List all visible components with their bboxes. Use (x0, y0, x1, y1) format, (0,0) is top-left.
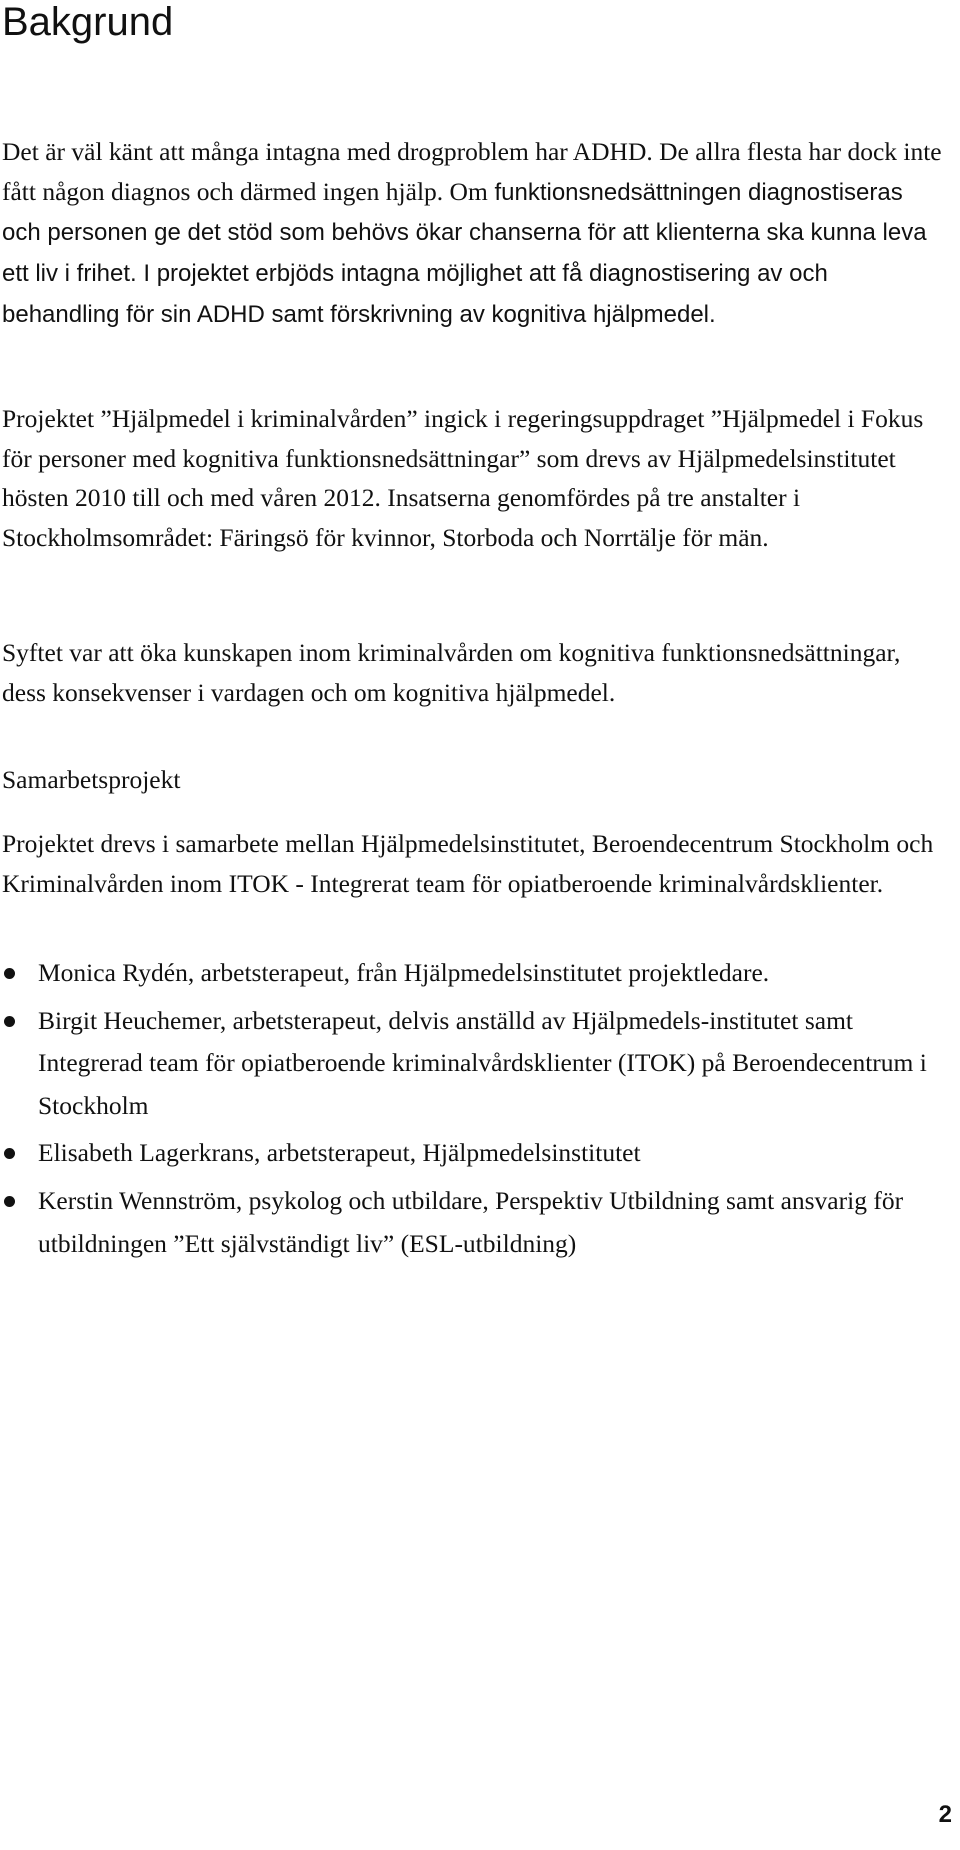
paragraph-project-description: Projektet ”Hjälpmedel i kriminalvården” ingick i regeringsuppdraget ”Hjälpmedel i Fokus för personer med kognitiva funktionsnedsättningar” som drevs av Hjälpmedelsinstitutet hösten 2010 till och med våren 2012. Insatserna genomfördes på tre anstalter i Stockholmsområdet: Färingsö för kvinnor, Storboda och Norrtälje för män. (2, 404, 924, 553)
bullet-icon (4, 1148, 15, 1159)
list-item (0, 1180, 945, 1265)
paragraph-collaboration: Projektet drevs i samarbete mellan Hjälpmedelsinstitutet, Beroendecentrum Stockholm och Kriminalvården inom ITOK - Integrerat team för opiatberoende kriminalvårdsklienter. (2, 829, 934, 898)
paragraph-sans-part: funktionsnedsättningen diagnostiseras och personen ge det stöd som behövs ökar chanserna för att klienterna ska kunna leva ett liv i frihet. I projektet erbjöds intagna möjlighet att få diagnostisering av och behandling för sin ADHD samt förskrivning av kognitiva hjälpmedel. (2, 178, 927, 328)
list-item (0, 1132, 945, 1175)
list-item-text: Kerstin Wennström, psykolog och utbildare, Perspektiv Utbildning samt ansvarig för utbildningen ”Ett självständigt liv” (ESL-utbildning) (38, 1185, 904, 1258)
bullet-icon (4, 968, 15, 979)
participant-list (0, 952, 945, 1270)
list-item-text: Elisabeth Lagerkrans, arbetsterapeut, Hjälpmedelsinstitutet (38, 1138, 641, 1168)
page-title: Bakgrund (2, 0, 174, 44)
bullet-icon (4, 1196, 15, 1207)
list-item-text: Birgit Heuchemer, arbetsterapeut, delvis anställd av Hjälpmedels-institutet samt Integrerad team för opiatberoende kriminalvårdsklienter (ITOK) på Beroendecentrum i Stockholm (38, 1005, 927, 1120)
section-subheading: Samarbetsprojekt (2, 765, 181, 794)
list-item (0, 952, 945, 995)
paragraph-project-purpose: Syftet var att öka kunskapen inom kriminalvården om kognitiva funktionsnedsättningar, dess konsekvenser i vardagen och om kognitiva hjälpmedel. (2, 638, 901, 707)
paragraph-adhd-background (2, 132, 947, 335)
paragraph-serif-part: Det är väl känt att många intagna med drogproblem har ADHD. De allra flesta har dock inte fått någon diagnos och därmed ingen hjälp. Om (2, 137, 942, 206)
bullet-icon (4, 1016, 15, 1027)
list-item (0, 1000, 945, 1128)
list-item-text: Monica Rydén, arbetsterapeut, från Hjälpmedelsinstitutet projektledare. (38, 958, 770, 987)
page-number: 2 (938, 1801, 952, 1828)
